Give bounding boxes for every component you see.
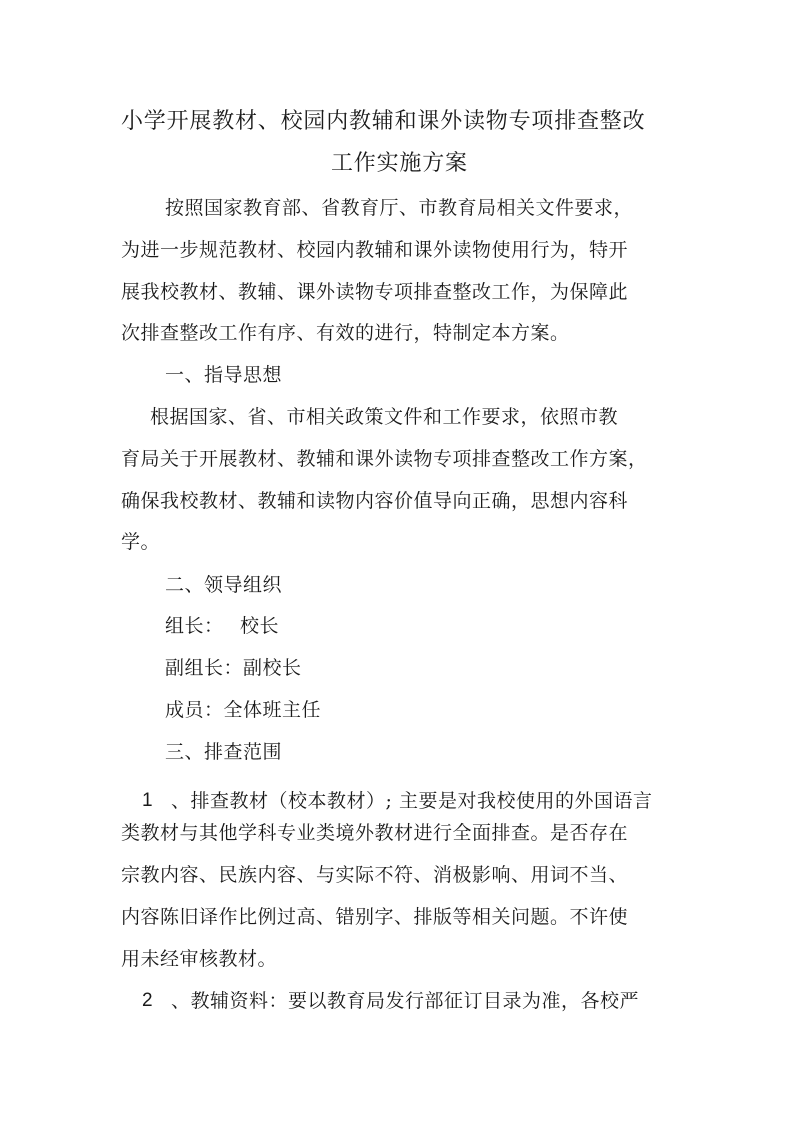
section2-heading: 二、领导组织	[165, 574, 283, 596]
item2-line-1: 、教辅资料：要以教育局发行部征订目录为准，各校严	[171, 990, 640, 1012]
section1-line-3: 确保我校教材、教辅和读物内容价值导向正确，思想内容科	[121, 490, 629, 512]
item2-number: 2	[142, 990, 154, 1011]
item1-line-2: 类教材与其他学科专业类境外教材进行全面排查。是否存在	[121, 822, 629, 844]
item1-line-5: 用未经审核教材。	[121, 948, 278, 970]
section1-line-2: 育局关于开展教材、教辅和课外读物专项排查整改工作方案，	[121, 448, 648, 470]
section1-line-4: 学。	[121, 531, 161, 553]
item1-line-3: 宗教内容、民族内容、与实际不符、消极影响、用词不当、	[121, 864, 629, 886]
section3-heading: 三、排查范围	[165, 741, 283, 763]
intro-line-4: 次排查整改工作有序、有效的进行，特制定本方案。	[121, 322, 570, 344]
section1-line-1: 根据国家、省、市相关政策文件和工作要求，依照市教	[150, 406, 619, 428]
deputy-leader: 副组长：副校长	[165, 657, 302, 679]
item1-number: 1	[142, 790, 154, 811]
members: 成员：全体班主任	[165, 699, 322, 721]
intro-line-3: 展我校教材、教辅、课外读物专项排查整改工作，为保障此	[121, 281, 629, 303]
doc-title-line-1: 小学开展教材、校园内教辅和课外读物专项排查整改	[121, 109, 646, 134]
item1-line-4: 内容陈旧译作比例过高、错别字、排版等相关问题。不许使	[121, 906, 629, 928]
section1-heading: 一、指导思想	[165, 364, 283, 386]
leader-value: 校长	[240, 615, 280, 637]
intro-line-1: 按照国家教育部、省教育厅、市教育局相关文件要求，	[165, 197, 634, 219]
doc-title-line-2: 工作实施方案	[331, 151, 468, 176]
leader-label: 组长：	[165, 615, 224, 637]
intro-line-2: 为进一步规范教材、校园内教辅和课外读物使用行为，特开	[121, 239, 629, 261]
item1-line-1: 、排查教材（校本教材）; 主要是对我校使用的外国语言	[171, 790, 653, 812]
